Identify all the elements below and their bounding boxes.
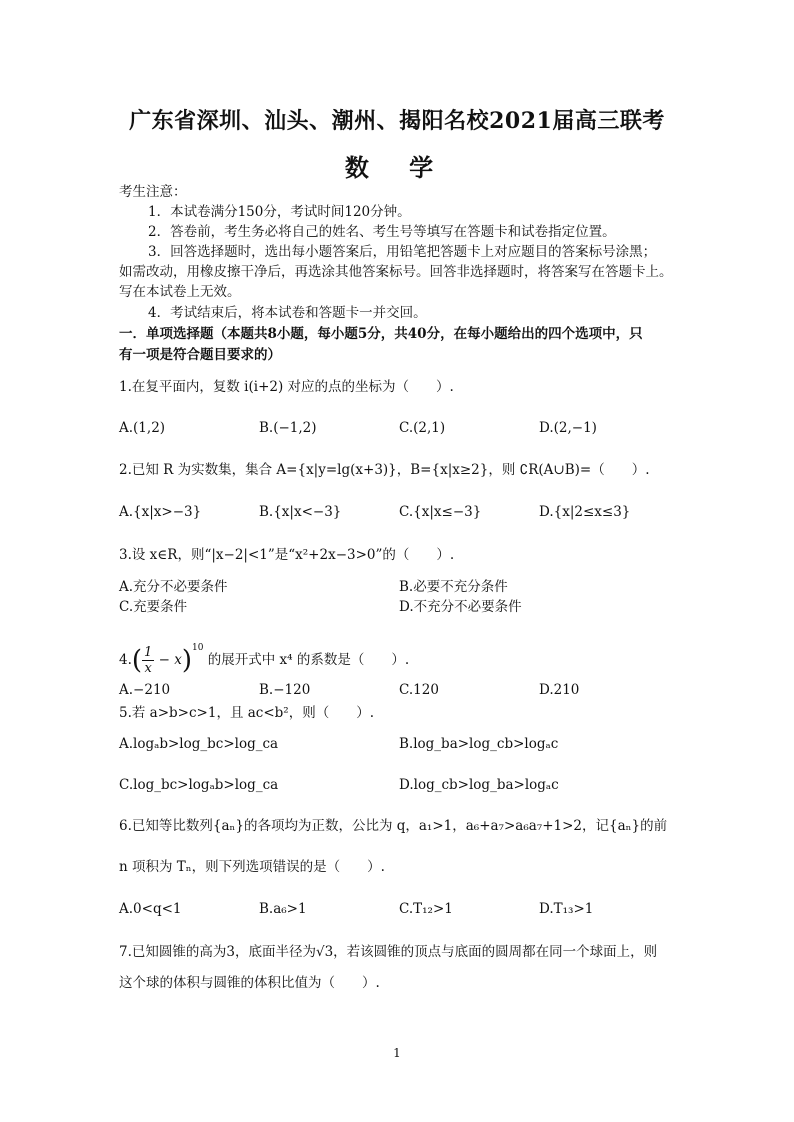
q4-frac-den: x bbox=[144, 661, 152, 676]
q6-option-d: D.T₁₃>1 bbox=[539, 901, 594, 917]
q6-option-a: A.0<q<1 bbox=[119, 901, 182, 917]
q4-option-b: B.−120 bbox=[259, 682, 311, 698]
q4-open-paren: ( bbox=[131, 645, 143, 676]
note-3c: 写在本试卷上无效。 bbox=[119, 284, 241, 300]
note-2: 2．答卷前，考生务必将自己的姓名、考生号等填写在答题卡和试卷指定位置。 bbox=[148, 224, 616, 240]
q1-option-a: A.(1,2) bbox=[119, 420, 166, 436]
q5-option-b: B.log_ba>log_cb>logₐc bbox=[399, 736, 559, 752]
q4-inner-tail: − x bbox=[158, 652, 182, 668]
q6-stem-line2: n 项积为 Tₙ，则下列选项错误的是（ ）. bbox=[119, 859, 385, 875]
q3-option-c: C.充要条件 bbox=[119, 599, 188, 615]
q4-suffix: 的展开式中 x⁴ 的系数是（ ）. bbox=[207, 652, 410, 668]
q1-stem: 1.在复平面内，复数 i(i+2) 对应的点的坐标为（ ）. bbox=[119, 379, 454, 395]
exam-subject: 数 学 bbox=[344, 153, 450, 182]
section-1-line1: 一．单项选择题（本题共8小题，每小题5分，共40分，在每小题给出的四个选项中，只 bbox=[119, 326, 643, 342]
q4-prefix: 4. bbox=[119, 652, 132, 668]
q2-option-b: B.{x|x<−3} bbox=[259, 504, 342, 520]
q6-option-b: B.a₆>1 bbox=[259, 901, 307, 917]
q1-option-c: C.(2,1) bbox=[399, 420, 446, 436]
q5-option-c: C.log_bc>logₐb>log_ca bbox=[119, 777, 279, 793]
section-1-line2: 有一项是符合题目要求的） bbox=[119, 347, 281, 363]
q4-fraction bbox=[142, 645, 154, 676]
q4-close-paren: ) bbox=[181, 645, 192, 676]
q4-option-c: C.120 bbox=[399, 682, 439, 698]
q5-option-d: D.log_cb>log_ba>logₐc bbox=[399, 777, 559, 793]
q3-option-b: B.必要不充分条件 bbox=[399, 579, 508, 595]
q4-exponent: 10 bbox=[192, 643, 204, 653]
note-3b: 如需改动，用橡皮擦干净后，再选涂其他答案标号。回答非选择题时，将答案写在答题卡上。 bbox=[119, 264, 673, 280]
q7-stem-line1: 7.已知圆锥的高为3，底面半径为√3，若该圆锥的顶点与底面的圆周都在同一个球面上，则 bbox=[119, 944, 658, 960]
q1-option-d: D.(2,−1) bbox=[539, 420, 597, 436]
q6-stem-line1: 6.已知等比数列{aₙ}的各项均为正数，公比为 q，a₁>1，a₆+a₇>a₆a₇+1>2，记{aₙ}的前 bbox=[119, 818, 668, 834]
q4-option-d: D.210 bbox=[539, 682, 580, 698]
note-4: 4．考试结束后，将本试卷和答题卡一并交回。 bbox=[148, 305, 427, 321]
q2-option-c: C.{x|x≤−3} bbox=[399, 504, 482, 520]
q3-stem: 3.设 x∈R，则“|x−2|<1”是“x²+2x−3>0”的（ ）. bbox=[119, 547, 455, 563]
q4-stem bbox=[119, 628, 410, 676]
q4-frac-num: 1 bbox=[144, 645, 153, 660]
exam-title: 广东省深圳、汕头、潮州、揭阳名校2021届高三联考 bbox=[129, 108, 665, 134]
q3-option-a: A.充分不必要条件 bbox=[119, 579, 228, 595]
note-1: 1．本试卷满分150分，考试时间120分钟。 bbox=[148, 204, 411, 220]
q2-option-d: D.{x|2≤x≤3} bbox=[539, 504, 631, 520]
notes-heading: 考生注意： bbox=[119, 184, 187, 200]
q5-option-a: A.logₐb>log_bc>log_ca bbox=[119, 736, 279, 752]
page-number: 1 bbox=[393, 1046, 401, 1060]
q2-option-a: A.{x|x>−3} bbox=[119, 504, 202, 520]
q2-stem: 2.已知 R 为实数集，集合 A={x|y=lg(x+3)}，B={x|x≥2}，则 ∁R(A∪B)=（ ）. bbox=[119, 462, 650, 478]
q5-stem: 5.若 a>b>c>1，且 ac<b²，则（ ）. bbox=[119, 705, 375, 721]
q3-option-d: D.不充分不必要条件 bbox=[399, 599, 522, 615]
q1-option-b: B.(−1,2) bbox=[259, 420, 317, 436]
note-3a: 3．回答选择题时，选出每小题答案后，用铅笔把答题卡上对应题目的答案标号涂黑； bbox=[148, 244, 657, 260]
q6-option-c: C.T₁₂>1 bbox=[399, 901, 453, 917]
q7-stem-line2: 这个球的体积与圆锥的体积比值为（ ）. bbox=[119, 975, 380, 991]
q4-option-a: A.−210 bbox=[119, 682, 171, 698]
